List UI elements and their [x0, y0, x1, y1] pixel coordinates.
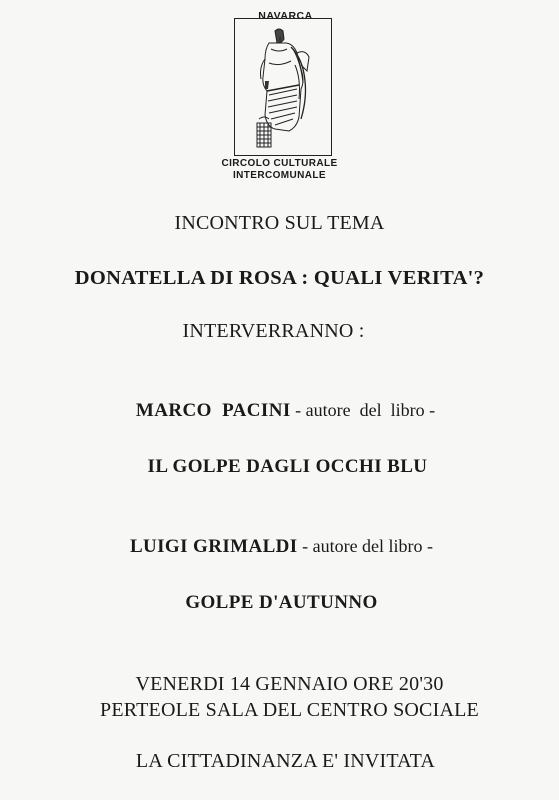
speaker-1-name: MARCO PACINI [135, 400, 291, 421]
venue: PERTEOLE SALA DEL CENTRO SOCIALE [100, 699, 479, 721]
speaker-2-role: - autore del libro - [297, 536, 434, 556]
speaker-2-line [2, 536, 559, 558]
speaker-2-book: GOLPE D'AUTUNNO [185, 592, 378, 613]
date-time: VENERDI 14 GENNAIO ORE 20'30 [135, 673, 444, 695]
logo-subtitle-1: CIRCOLO CULTURALE [221, 158, 338, 169]
topic-heading: DONATELLA DI ROSA : QUALI VERITA'? [74, 267, 485, 289]
logo-title: NAVARCA [258, 10, 313, 22]
intro-text: INCONTRO SUL TEMA [174, 212, 385, 234]
statue-illustration [235, 19, 331, 155]
speakers-intro: INTERVERRANNO : [182, 320, 365, 342]
logo-emblem [234, 18, 332, 156]
speaker-1-role: - autore del libro - [290, 400, 436, 420]
invitation: LA CITTADINANZA E' INVITATA [135, 750, 436, 772]
speaker-2-name: LUIGI GRIMALDI [129, 536, 298, 557]
speaker-1-book: IL GOLPE DAGLI OCCHI BLU [147, 456, 428, 477]
speaker-1-line [6, 400, 559, 422]
logo-subtitle-2: INTERCOMUNALE [233, 170, 326, 181]
